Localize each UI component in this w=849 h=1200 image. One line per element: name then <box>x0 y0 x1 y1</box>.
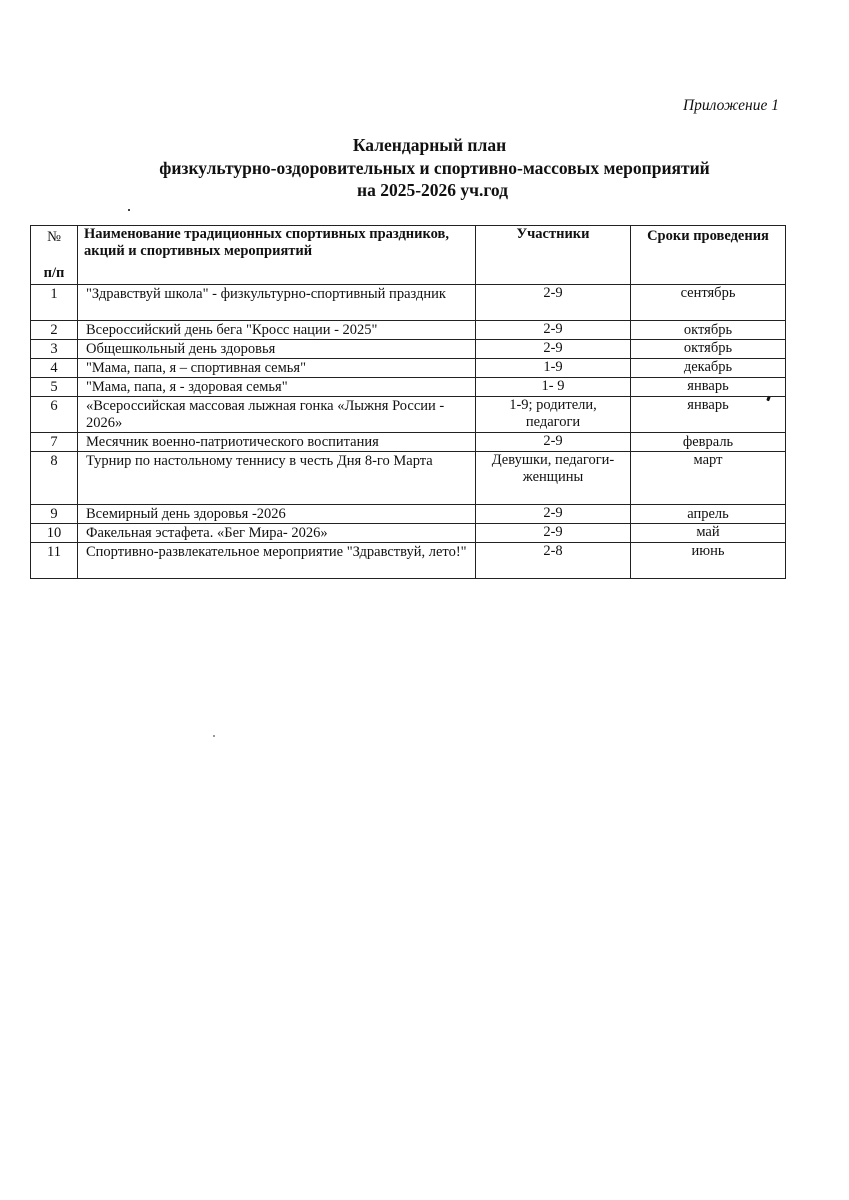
table-row <box>31 505 786 524</box>
row-number: 6 <box>31 397 78 433</box>
row-date: январь <box>631 378 786 397</box>
row-number: 2 <box>31 321 78 340</box>
row-event-name: Факельная эстафета. «Бег Мира- 2026» <box>78 524 476 543</box>
row-number: 7 <box>31 433 78 452</box>
row-participants: Девушки, педагоги-женщины <box>476 452 631 505</box>
row-participants: 2-9 <box>476 433 631 452</box>
table-row <box>31 359 786 378</box>
row-date: март <box>631 452 786 505</box>
row-number: 8 <box>31 452 78 505</box>
table-row <box>31 340 786 359</box>
row-event-name: "Мама, папа, я – спортивная семья" <box>78 359 476 378</box>
scan-artifact-dot <box>213 735 215 737</box>
row-participants: 2-9 <box>476 321 631 340</box>
table-row <box>31 524 786 543</box>
scan-artifact-dot <box>128 209 130 211</box>
table-row <box>31 285 786 321</box>
title-line-1: Календарный план <box>352 135 507 155</box>
row-participants: 1- 9 <box>476 378 631 397</box>
header-number-symbol: № <box>47 229 61 245</box>
header-number <box>31 226 78 285</box>
row-number: 4 <box>31 359 78 378</box>
row-event-name: «Всероссийская массовая лыжная гонка «Лыжня России - 2026» <box>78 397 476 433</box>
appendix-label: Приложение 1 <box>682 97 779 114</box>
title-line-3: на 2025-2026 уч.год <box>356 180 508 200</box>
header-dates: Сроки проведения <box>631 226 786 285</box>
row-date: октябрь <box>631 340 786 359</box>
row-date: май <box>631 524 786 543</box>
table-row <box>31 452 786 505</box>
row-number: 9 <box>31 505 78 524</box>
events-table <box>30 225 786 579</box>
row-event-name: Общешкольный день здоровья <box>78 340 476 359</box>
row-number: 3 <box>31 340 78 359</box>
row-participants: 2-9 <box>476 285 631 321</box>
row-date: апрель <box>631 505 786 524</box>
table-row <box>31 378 786 397</box>
row-event-name: "Мама, папа, я - здоровая семья" <box>78 378 476 397</box>
table-row <box>31 433 786 452</box>
row-event-name: Всероссийский день бега "Кросс нации - 2025" <box>78 321 476 340</box>
row-date: декабрь <box>631 359 786 378</box>
header-event-name: Наименование традиционных спортивных праздников, акций и спортивных мероприятий <box>78 226 476 285</box>
row-participants: 2-9 <box>476 340 631 359</box>
row-participants: 2-9 <box>476 505 631 524</box>
row-event-name: "Здравствуй школа" - физкультурно-спортивный праздник <box>78 285 476 321</box>
row-date: январь <box>631 397 786 433</box>
row-number: 11 <box>31 543 78 579</box>
row-date: июнь <box>631 543 786 579</box>
row-date: февраль <box>631 433 786 452</box>
row-participants: 1-9 <box>476 359 631 378</box>
row-number: 5 <box>31 378 78 397</box>
row-participants: 1-9; родители, педагоги <box>476 397 631 433</box>
title-line-2: физкультурно-оздоровительных и спортивно-массовых мероприятий <box>159 158 710 178</box>
table-header-row <box>31 226 786 285</box>
table-row <box>31 397 786 433</box>
row-event-name: Всемирный день здоровья -2026 <box>78 505 476 524</box>
row-event-name: Месячник военно-патриотического воспитания <box>78 433 476 452</box>
table-row <box>31 321 786 340</box>
row-number: 1 <box>31 285 78 321</box>
row-participants: 2-9 <box>476 524 631 543</box>
header-participants: Участники <box>476 226 631 285</box>
row-participants: 2-8 <box>476 543 631 579</box>
header-number-sub: п/п <box>43 265 65 281</box>
row-date: сентябрь <box>631 285 786 321</box>
row-number: 10 <box>31 524 78 543</box>
row-event-name: Спортивно-развлекательное мероприятие "Здравствуй, лето!" <box>78 543 476 579</box>
row-date: октябрь <box>631 321 786 340</box>
row-event-name: Турнир по настольному теннису в честь Дня 8-го Марта <box>78 452 476 505</box>
table-row <box>31 543 786 579</box>
